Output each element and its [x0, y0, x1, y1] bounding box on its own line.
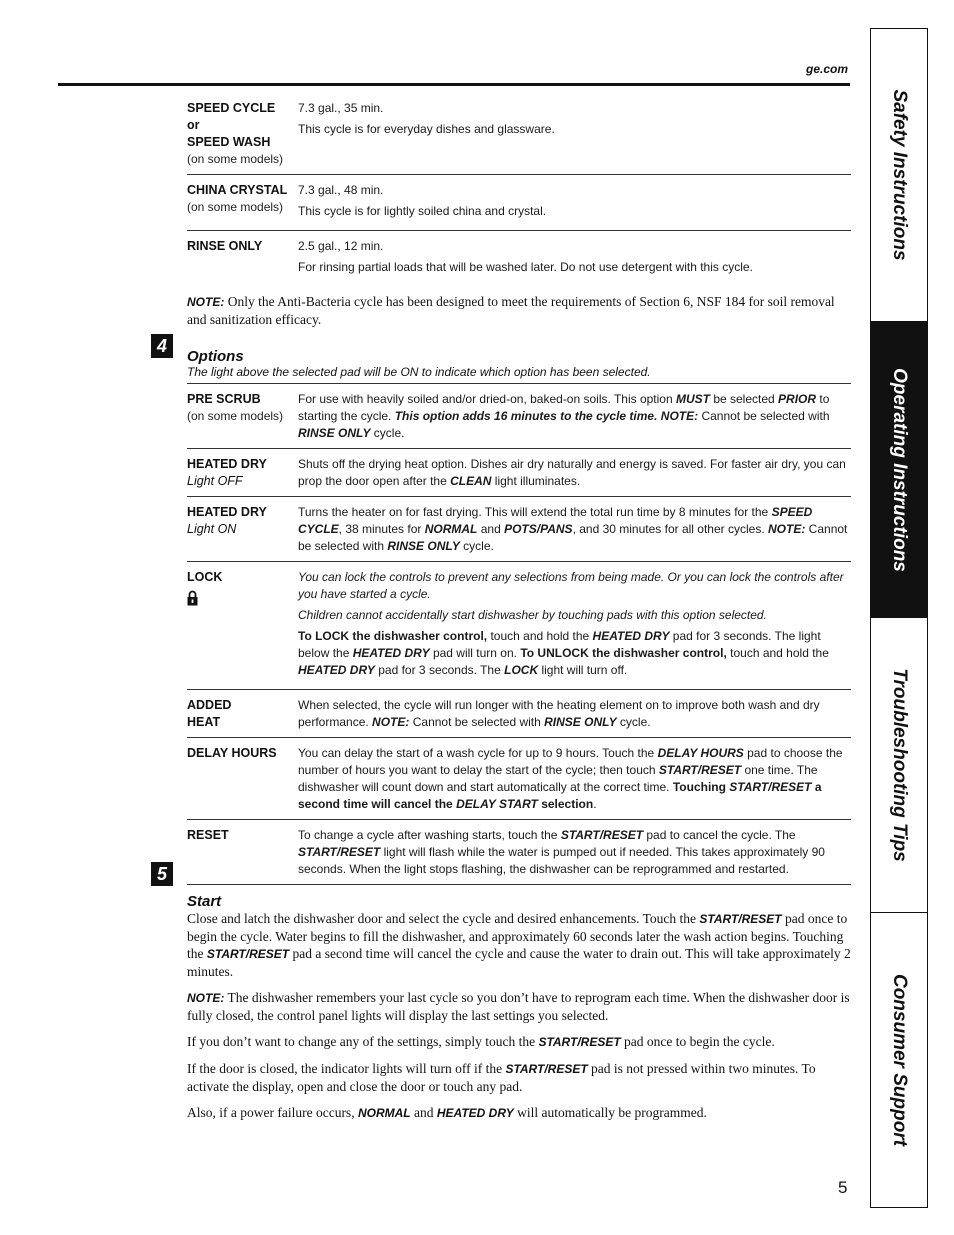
- main-content: [187, 100, 851, 1131]
- note-label: NOTE:: [187, 295, 225, 309]
- cycle-row-china: [187, 182, 851, 231]
- option-heated-dry-off: [187, 456, 851, 497]
- option-delay-hours: [187, 745, 851, 820]
- cycle-row-rinse: [187, 238, 851, 286]
- tab-label: Safety Instructions: [889, 89, 910, 261]
- note-text: Only the Anti-Bacteria cycle has been designed to meet the requirements of Section 6, NSF 184 for soil removal and sanitization efficacy.: [187, 294, 835, 327]
- cycle-label: [187, 100, 298, 168]
- cycle-or: or: [187, 118, 200, 132]
- tab-troubleshooting-tips[interactable]: [871, 618, 927, 913]
- cycle-text: This cycle is for lightly soiled china and crystal.: [298, 204, 547, 218]
- cycle-name-alt: SPEED WASH: [187, 135, 271, 149]
- cycle-desc: [298, 100, 851, 168]
- tab-label: Consumer Support: [889, 973, 910, 1147]
- cycle-desc: [298, 238, 851, 280]
- option-desc: Shuts off the drying heat option. Dishes air dry naturally and energy is saved. For faster air dry, you can prop the door open after the CLEAN light illuminates.: [298, 457, 846, 488]
- cycle-label: [187, 182, 298, 224]
- divider: [187, 383, 851, 384]
- option-name: LOCK: [187, 570, 223, 584]
- option-name: DELAY HOURS: [187, 746, 277, 760]
- tab-label: Troubleshooting Tips: [889, 668, 910, 862]
- page-number: 5: [838, 1178, 848, 1197]
- option-desc: When selected, the cycle will run longer with the heating element on to improve both wash and dry performance. NOTE: Cannot be selected with RINSE ONLY cycle.: [298, 698, 820, 729]
- tab-safety-instructions[interactable]: [871, 29, 927, 322]
- option-label: [187, 827, 298, 878]
- cycle-sub: (on some models): [187, 200, 284, 214]
- option-name: HEATED DRY: [187, 505, 267, 519]
- cycle-label: [187, 238, 298, 280]
- cycle-row-speed: [187, 100, 851, 175]
- lock-text-2: Children cannot accidentally start dishwasher by touching pads with this option selected.: [298, 608, 767, 622]
- section-tabs: [870, 28, 928, 1208]
- tab-label: Operating Instructions: [889, 367, 910, 572]
- option-name: PRE SCRUB: [187, 392, 261, 406]
- cycle-name: SPEED CYCLE: [187, 101, 276, 115]
- option-label: [187, 569, 298, 683]
- options-subtitle: The light above the selected pad will be ON to indicate which option has been selected.: [187, 365, 651, 379]
- step-number-4: 4: [151, 334, 173, 358]
- cycle-spec: 7.3 gal., 35 min.: [298, 101, 384, 115]
- option-label: [187, 697, 298, 731]
- option-desc: Turns the heater on for fast drying. This will extend the total run time by 8 minutes for the SPEED CYCLE, 38 minutes for NORMAL and POTS/PANS, and 30 minutes for all other cycles. NOTE: Cannot be selected with RINSE ONLY cycle.: [298, 505, 848, 553]
- option-sub: Light OFF: [187, 474, 243, 488]
- option-desc: For use with heavily soiled and/or dried-on, baked-on soils. This option MUST be selected PRIOR to starting the cycle. This option adds 16 minutes to the cycle time. NOTE: Cannot be selected with RINSE ONLY cycle.: [298, 392, 830, 440]
- lock-text-1: You can lock the controls to prevent any selections from being made. Or you can lock the controls after you have started a cycle.: [298, 570, 844, 601]
- top-rule: [58, 83, 850, 86]
- option-name: HEATED DRY: [187, 457, 267, 471]
- site-url: ge.com: [805, 62, 848, 76]
- option-heated-dry-on: [187, 504, 851, 562]
- start-paragraph-2: NOTE: The dishwasher remembers your last cycle so you don’t have to reprogram each time. When the dishwasher door is fully closed, the control panel lights will display the last settings you selected.: [187, 990, 850, 1023]
- cycle-text: For rinsing partial loads that will be washed later. Do not use detergent with this cycle.: [298, 260, 753, 274]
- cycle-spec: 7.3 gal., 48 min.: [298, 183, 384, 197]
- option-label: [187, 456, 298, 490]
- cycle-desc: [298, 182, 851, 224]
- start-title: Start: [187, 893, 222, 910]
- note-anti-bacteria: [187, 293, 851, 328]
- option-lock: [187, 569, 851, 690]
- start-paragraph-3: If you don’t want to change any of the settings, simply touch the START/RESET pad once to begin the cycle.: [187, 1034, 775, 1049]
- cycle-spec: 2.5 gal., 12 min.: [298, 239, 384, 253]
- option-pre-scrub: [187, 391, 851, 449]
- option-label: [187, 745, 298, 813]
- option-sub: (on some models): [187, 409, 284, 423]
- tab-operating-instructions[interactable]: [871, 322, 927, 618]
- option-label: [187, 391, 298, 442]
- start-paragraph-5: Also, if a power failure occurs, NORMAL and HEATED DRY will automatically be programmed.: [187, 1105, 707, 1120]
- option-desc: [298, 569, 851, 683]
- lock-icon: [187, 590, 198, 606]
- option-reset: [187, 827, 851, 885]
- option-desc: To change a cycle after washing starts, touch the START/RESET pad to cancel the cycle. The START/RESET light will flash while the water is pumped out if needed. This takes approximately 90 seconds. When the light stops flashing, the dishwasher can be reprogrammed and restarted.: [298, 828, 825, 876]
- tab-consumer-support[interactable]: [871, 913, 927, 1207]
- option-added-heat: [187, 697, 851, 738]
- option-name: ADDED: [187, 698, 232, 712]
- start-paragraph-4: If the door is closed, the indicator lights will turn off if the START/RESET pad is not pressed within two minutes. To activate the display, open and close the door or touch any pad.: [187, 1061, 816, 1094]
- option-sub: Light ON: [187, 522, 237, 536]
- option-desc: You can delay the start of a wash cycle for up to 9 hours. Touch the DELAY HOURS pad to choose the number of hours you want to delay the start of the cycle; then touch START/RESET one time. The dishwasher will count down and start automatically at the correct time. Touching START/RESET a second time will cancel the DELAY START selection.: [298, 746, 843, 811]
- option-name-2: HEAT: [187, 715, 221, 729]
- option-name: RESET: [187, 828, 229, 842]
- cycle-name: RINSE ONLY: [187, 239, 263, 253]
- lock-text-3: To LOCK the dishwasher control, touch and hold the HEATED DRY pad for 3 seconds. The light below the HEATED DRY pad will turn on. To UNLOCK the dishwasher control, touch and hold the HEATED DRY pad for 3 seconds. The LOCK light will turn off.: [298, 629, 829, 677]
- cycle-text: This cycle is for everyday dishes and glassware.: [298, 122, 555, 136]
- cycle-sub: (on some models): [187, 152, 284, 166]
- cycle-name: CHINA CRYSTAL: [187, 183, 288, 197]
- option-label: [187, 504, 298, 555]
- options-title: Options: [187, 348, 244, 365]
- step-number-5: 5: [151, 862, 173, 886]
- start-paragraph-1: Close and latch the dishwasher door and select the cycle and desired enhancements. Touch the START/RESET pad once to begin the cycle. Water begins to fill the dishwasher, and approximately 60 seconds later the wash action begins. Touching the START/RESET pad a second time will cancel the cycle and cause the water to drain out. This will take approximately 2 minutes.: [187, 911, 851, 979]
